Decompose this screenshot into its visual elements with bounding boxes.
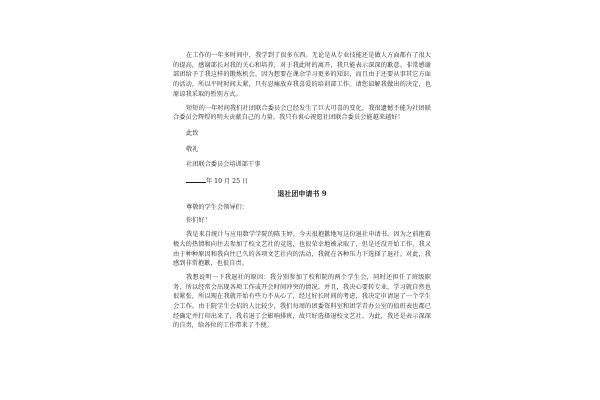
date-text: 年 10 月 25 日 — [206, 178, 249, 186]
closing-cizhi: 此致 — [186, 129, 199, 137]
greeting: 你们好！ — [186, 217, 211, 225]
date-blank-underline — [186, 176, 206, 183]
salutation: 尊敬的学生会领导们： — [186, 203, 248, 211]
signature: 社团联合委员会培训部干事 — [186, 161, 261, 169]
letter-one-paragraph-1: 在工作的一年多时间中，我学到了很多东西。无论是从专业技能还是做人方面都有了很大的提高，感谢部长对我的关心和培养，对于我此时的离开，我只能表示深深的歉意。非常感谢部团给予了我这样的锻炼机会。因为想要在课余学习更多的知识，而且由于还要从事其它方面的活动，所以平时时间太紧，只有忍痛放弃我喜爱的培训部工作。请您谅解我做出的决定，也原谅我采取的暂别方式。 — [173, 52, 431, 98]
letter-two-paragraph-1: 我是来自统计与应用数学学院的陈玉婷，今天很抱歉地写这份退社申请书。因为之前抱着极大的热情和向往去参加了校文艺社的竞选，也很荣幸地被录取了，但是还没开始工作，我又由于种种原因和我向往已久的各项文艺社内的活动，我就在各种压力下选择了退社。对此，我感到非常抱歉，也很自责。 — [173, 231, 431, 268]
letter-one — [173, 51, 431, 187]
letter-two-title: 退社团申请书 9 — [277, 189, 327, 198]
date-line — [173, 176, 431, 187]
closing-jingli: 敬礼 — [186, 145, 199, 153]
letter-two-paragraph-2: 我想说明一下我退社的原因：我分别参加了校和院的两个学生会，同时还担任了班级职务，所以经常会出现各项工作或开会时间冲突的情况。并且，我决心要转专业，学习就自然也很紧张，所以现在我就开始有些力不从心了，经过好长时间的考虑，我决定申请退了一个学生会工作。由于院学生会招的人比较少，我们每周的团委资料室和团学青办公室的值班表也都已经确定并打印出来了，我若退了会影响排班，故只好选择退校文艺社。为此，我还是表示深深的自责，给各位的工作带来了不便。 — [173, 273, 431, 330]
letter-two — [173, 187, 431, 331]
letter-one-paragraph-2: 短短的一年时间我们社团联合委员会已经发生了巨大可喜的变化，我很遗憾不能为社团联合委员会辉煌的明天贡献自己的力量。我只有衷心祝愿社团联合委员会能越来越好！ — [173, 104, 431, 122]
